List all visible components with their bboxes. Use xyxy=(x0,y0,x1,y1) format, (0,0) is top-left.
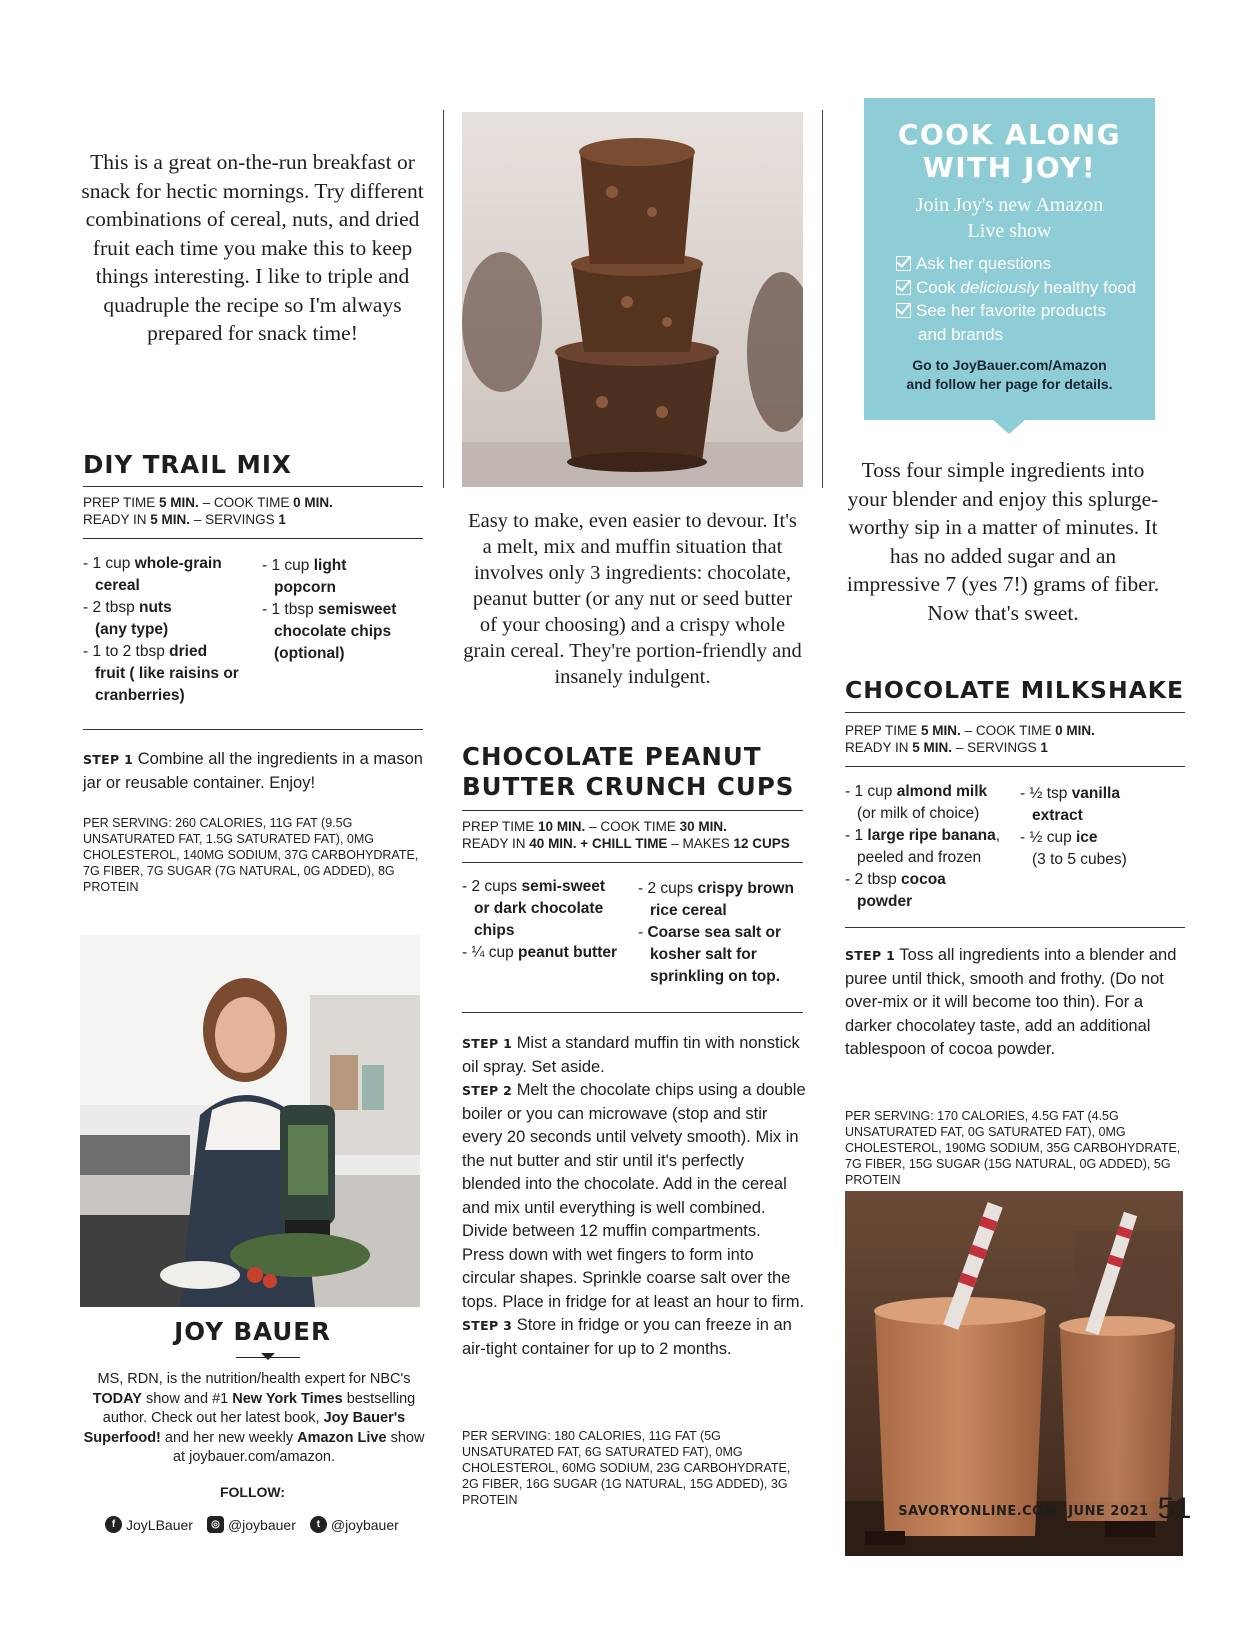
trail-title: DIY TRAIL MIX xyxy=(83,450,292,479)
cups-step-3: STEP 3 Store in fridge or you can freeze in an air-tight container for up to 2 months. xyxy=(462,1316,792,1358)
cups-steps xyxy=(462,1032,807,1361)
shake-intro: Toss four simple ingredients into your blender and enjoy this splurge-worthy sip in a matter of minutes. It has no added sugar and an impressive 7 (yes 7!) grams of fiber. Now that's sweet. xyxy=(846,458,1160,625)
list-item: - 1 large ripe banana, peeled and frozen xyxy=(845,827,1001,866)
site-name: SAVORYONLINE.COM xyxy=(898,1504,1058,1519)
divider xyxy=(845,712,1185,713)
cups-nutrition: PER SERVING: 180 CALORIES, 11G FAT (5G UNSATURATED FAT, 6G SATURATED FAT), 0MG CHOLESTEROL, 60MG SODIUM, 23G CARBOHYDRATE, 2G FIBER, 16G SUGAR (1G NATURAL, 15G ADDED), 3G PROTEIN xyxy=(462,1429,791,1507)
trail-step-1: STEP 1 Combine all the ingredients in a mason jar or reusable container. Enjoy! xyxy=(83,750,423,792)
column-divider xyxy=(822,110,823,488)
list-item: - 2 tbsp nuts (any type) xyxy=(83,599,172,638)
shake-ingredients-a xyxy=(845,781,1020,913)
twitter-link[interactable]: t @joybauer xyxy=(310,1516,399,1533)
issue-date: JUNE 2021 xyxy=(1068,1504,1149,1519)
list-item: - 2 cups crispy brown rice cereal xyxy=(638,880,794,919)
joy-bauer-photo xyxy=(80,935,420,1307)
cups-ingredients-b xyxy=(638,878,808,988)
page-footer xyxy=(898,1492,1192,1526)
list-item: - Coarse sea salt or kosher salt for sprinkling on top. xyxy=(638,924,782,985)
shake-title: CHOCOLATE MILKSHAKE xyxy=(845,676,1185,704)
column-divider xyxy=(443,110,444,488)
trail-nutrition: PER SERVING: 260 CALORIES, 11G FAT (9.5G UNSATURATED FAT, 1.5G SATURATED FAT), 0MG CHOLESTEROL, 140MG SODIUM, 37G CARBOHYDRATE, 7G FIBER, 7G SUGAR (7G NATURAL, 0G ADDED), 8G PROTEIN xyxy=(83,816,419,894)
list-item: Cook deliciously healthy food xyxy=(896,276,1155,300)
bio-text: MS, RDN, is the nutrition/health expert for NBC's TODAY show and #1 New York Times bestselling author. Check out her latest book, Joy Bauer's Superfood! and her new weekly Amazon Live show at joybauer.com/amazon. xyxy=(83,1371,425,1465)
list-item: - 1 to 2 tbsp dried fruit ( like raisins or cranberries) xyxy=(83,643,239,704)
instagram-icon: ◎ xyxy=(207,1516,224,1533)
list-item: See her favorite products and brands xyxy=(896,299,1155,346)
trail-ingredients-a xyxy=(83,553,263,707)
list-item: - 1 tbsp semisweet chocolate chips (optional) xyxy=(262,601,397,662)
shake-meta: PREP TIME 5 MIN. – COOK TIME 0 MIN. READY IN 5 MIN. – SERVINGS 1 xyxy=(845,723,1095,755)
bio-name: JOY BAUER xyxy=(174,1317,331,1346)
twitter-icon: t xyxy=(310,1516,327,1533)
facebook-link[interactable]: f JoyLBauer xyxy=(105,1516,193,1533)
divider xyxy=(83,486,423,487)
social-links xyxy=(105,1516,399,1533)
divider xyxy=(83,729,423,730)
cook-along-promo xyxy=(864,98,1155,420)
trail-ingredients-b xyxy=(262,555,422,665)
promo-cta[interactable]: Go to JoyBauer.com/Amazon and follow her page for details. xyxy=(906,357,1113,392)
list-item: Ask her questions xyxy=(896,252,1155,276)
divider xyxy=(83,538,423,539)
list-item: - ½ cup ice (3 to 5 cubes) xyxy=(1020,829,1127,868)
cups-ingredients-a xyxy=(462,876,637,964)
cups-intro: Easy to make, even easier to devour. It's a melt, mix and muffin situation that involves only 3 ingredients: chocolate, peanut butter (or any nut or seed butter of your choosing) and a crispy whole grain cereal. They're portion-friendly and insanely indulgent. xyxy=(463,510,802,688)
list-item: - ¼ cup peanut butter xyxy=(462,944,618,961)
list-item: - 2 cups semi-sweet or dark chocolate chips xyxy=(462,878,606,939)
promo-checklist xyxy=(896,252,1155,346)
trail-column xyxy=(80,148,425,348)
shake-ingredients-b xyxy=(1020,783,1180,871)
divider-notch xyxy=(261,1353,275,1360)
divider xyxy=(462,862,803,863)
instagram-link[interactable]: ◎ @joybauer xyxy=(207,1516,296,1533)
divider xyxy=(845,766,1185,767)
crunch-cups-photo xyxy=(462,112,803,487)
promo-title: COOK ALONG WITH JOY! xyxy=(897,118,1122,184)
list-item: - 1 cup almond milk (or milk of choice) xyxy=(845,783,988,822)
cups-meta: PREP TIME 10 MIN. – COOK TIME 30 MIN. READY IN 40 MIN. + CHILL TIME – MAKES 12 CUPS xyxy=(462,819,790,851)
list-item: - 1 cup light popcorn xyxy=(262,557,347,596)
page-number: 51 xyxy=(1157,1492,1192,1525)
shake-step-1: STEP 1 Toss all ingredients into a blender and puree until thick, smooth and frothy. (Do not over-mix or it will become too thin). For a darker chocolatey taste, add an additional tablespoon of cocoa powder. xyxy=(845,946,1177,1058)
cups-step-1: STEP 1 Mist a standard muffin tin with nonstick oil spray. Set aside. xyxy=(462,1034,800,1076)
list-item: - 1 cup whole-grain cereal xyxy=(83,555,222,594)
cups-title: CHOCOLATE PEANUT BUTTER CRUNCH CUPS xyxy=(462,742,795,801)
trail-intro: This is a great on-the-run breakfast or snack for hectic mornings. Try different combinations of cereal, nuts, and dried fruit each time you make this to keep things interesting. I like to triple and quadruple the recipe so I'm always prepared for snack time! xyxy=(81,150,424,345)
divider xyxy=(845,927,1185,928)
checkbox-icon xyxy=(896,280,911,295)
checkbox-icon xyxy=(896,256,911,271)
divider xyxy=(462,1012,803,1013)
facebook-icon: f xyxy=(105,1516,122,1533)
divider xyxy=(462,810,803,811)
promo-subtitle: Join Joy's new Amazon Live show xyxy=(915,194,1104,242)
list-item: - ½ tsp vanilla extract xyxy=(1020,785,1120,824)
trail-meta: PREP TIME 5 MIN. – COOK TIME 0 MIN. READY IN 5 MIN. – SERVINGS 1 xyxy=(83,495,333,527)
cups-step-2: STEP 2 Melt the chocolate chips using a double boiler or you can microwave (stop and stir every 20 seconds until velvety smooth). Mix in the nut butter and stir until it's perfectly blended into the chocolate. Add in the cereal and mix until everything is well combined. Divide between 12 muffin compartments. Press down with wet fingers to form into circular shapes. Sprinkle coarse salt over the tops. Place in fridge for at least an hour to firm. xyxy=(462,1081,806,1311)
promo-pointer xyxy=(992,419,1026,434)
checkbox-icon xyxy=(896,303,911,318)
shake-nutrition: PER SERVING: 170 CALORIES, 4.5G FAT (4.5G UNSATURATED FAT, 0G SATURATED FAT), 0MG CHOLESTEROL, 190MG SODIUM, 35G CARBOHYDRATE, 7G FIBER, 15G SUGAR (15G NATURAL, 0G ADDED), 5G PROTEIN xyxy=(845,1109,1181,1187)
list-item: - 2 tbsp cocoa powder xyxy=(845,871,946,910)
follow-label: FOLLOW: xyxy=(219,1484,286,1500)
